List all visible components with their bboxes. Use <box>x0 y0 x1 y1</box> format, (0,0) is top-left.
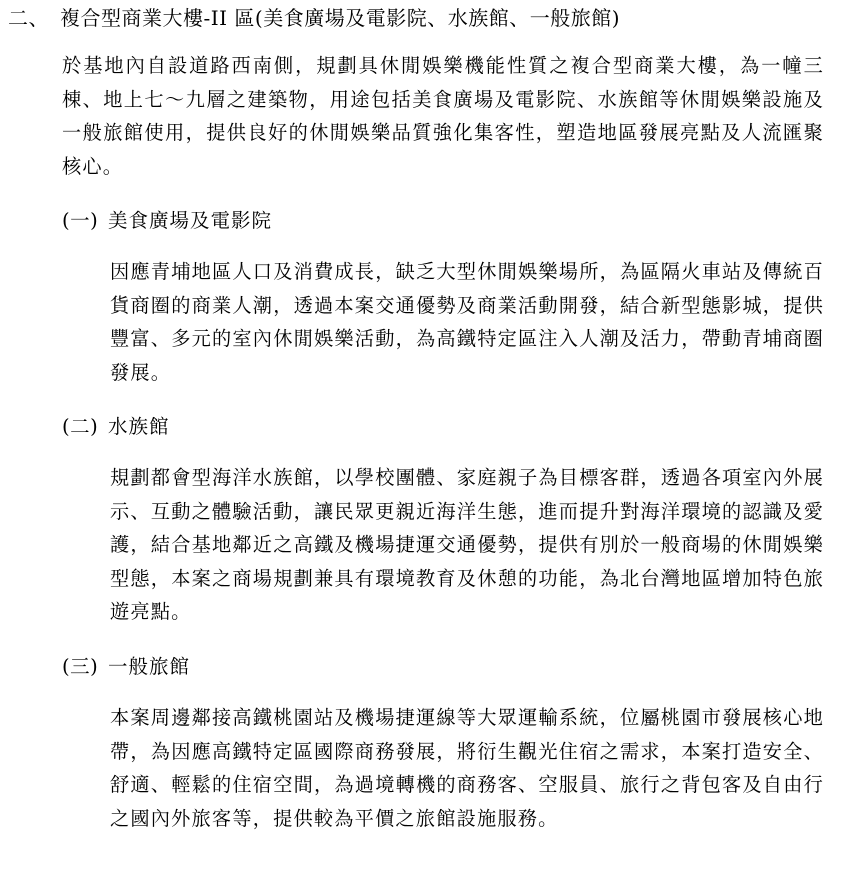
subsection-heading-3 <box>62 652 190 682</box>
subsection-body-2: 規劃都會型海洋水族館，以學校團體、家庭親子為目標客群，透過各項室內外展示、互動之體驗活動，讓民眾更親近海洋生態，進而提升對海洋環境的認識及愛護，結合基地鄰近之高鐵及機場捷運交通優勢，提供有別於一般商場的休閒娛樂型態，本案之商場規劃兼具有環境教育及休憩的功能，為北台灣地區增加特色旅遊亮點。 <box>110 466 824 623</box>
subsection-heading-1 <box>62 206 272 236</box>
subsection-number-2: (二) <box>62 415 99 438</box>
section-intro-paragraph: 於基地內自設道路西南側，規劃具休閒娛樂機能性質之複合型商業大樓，為一幢三棟、地上七～九層之建築物，用途包括美食廣場及電影院、水族館等休閒娛樂設施及一般旅館使用，提供良好的休閒娛樂品質強化集客性，塑造地區發展亮點及人流匯聚核心。 <box>62 54 824 178</box>
subsection-heading-2 <box>62 412 170 442</box>
subsection-title-2: 水族館 <box>108 415 170 438</box>
section-title: 複合型商業大樓-II 區(美食廣場及電影院、水族館、一般旅館) <box>60 6 621 30</box>
subsection-number-3: (三) <box>62 655 99 678</box>
subsection-title-3: 一般旅館 <box>108 655 191 678</box>
subsection-body-3: 本案周邊鄰接高鐵桃園站及機場捷運線等大眾運輸系統，位屬桃園市發展核心地帶，為因應高鐵特定區國際商務發展，將衍生觀光住宿之需求，本案打造安全、舒適、輕鬆的住宿空間，為過境轉機的商務客、空服員、旅行之背包客及自由行之國內外旅客等，提供較為平價之旅館設施服務。 <box>110 706 824 830</box>
section-number: 二、 <box>8 6 49 30</box>
subsection-body-1: 因應青埔地區人口及消費成長，缺乏大型休閒娛樂場所，為區隔火車站及傳統百貨商圈的商業人潮，透過本案交通優勢及商業活動開發，結合新型態影城，提供豐富、多元的室內休閒娛樂活動，為高鐵特定區注入人潮及活力，帶動青埔商圈發展。 <box>110 260 824 384</box>
subsection-title-1: 美食廣場及電影院 <box>108 209 273 232</box>
section-heading <box>8 4 620 32</box>
subsection-number-1: (一) <box>62 209 99 232</box>
